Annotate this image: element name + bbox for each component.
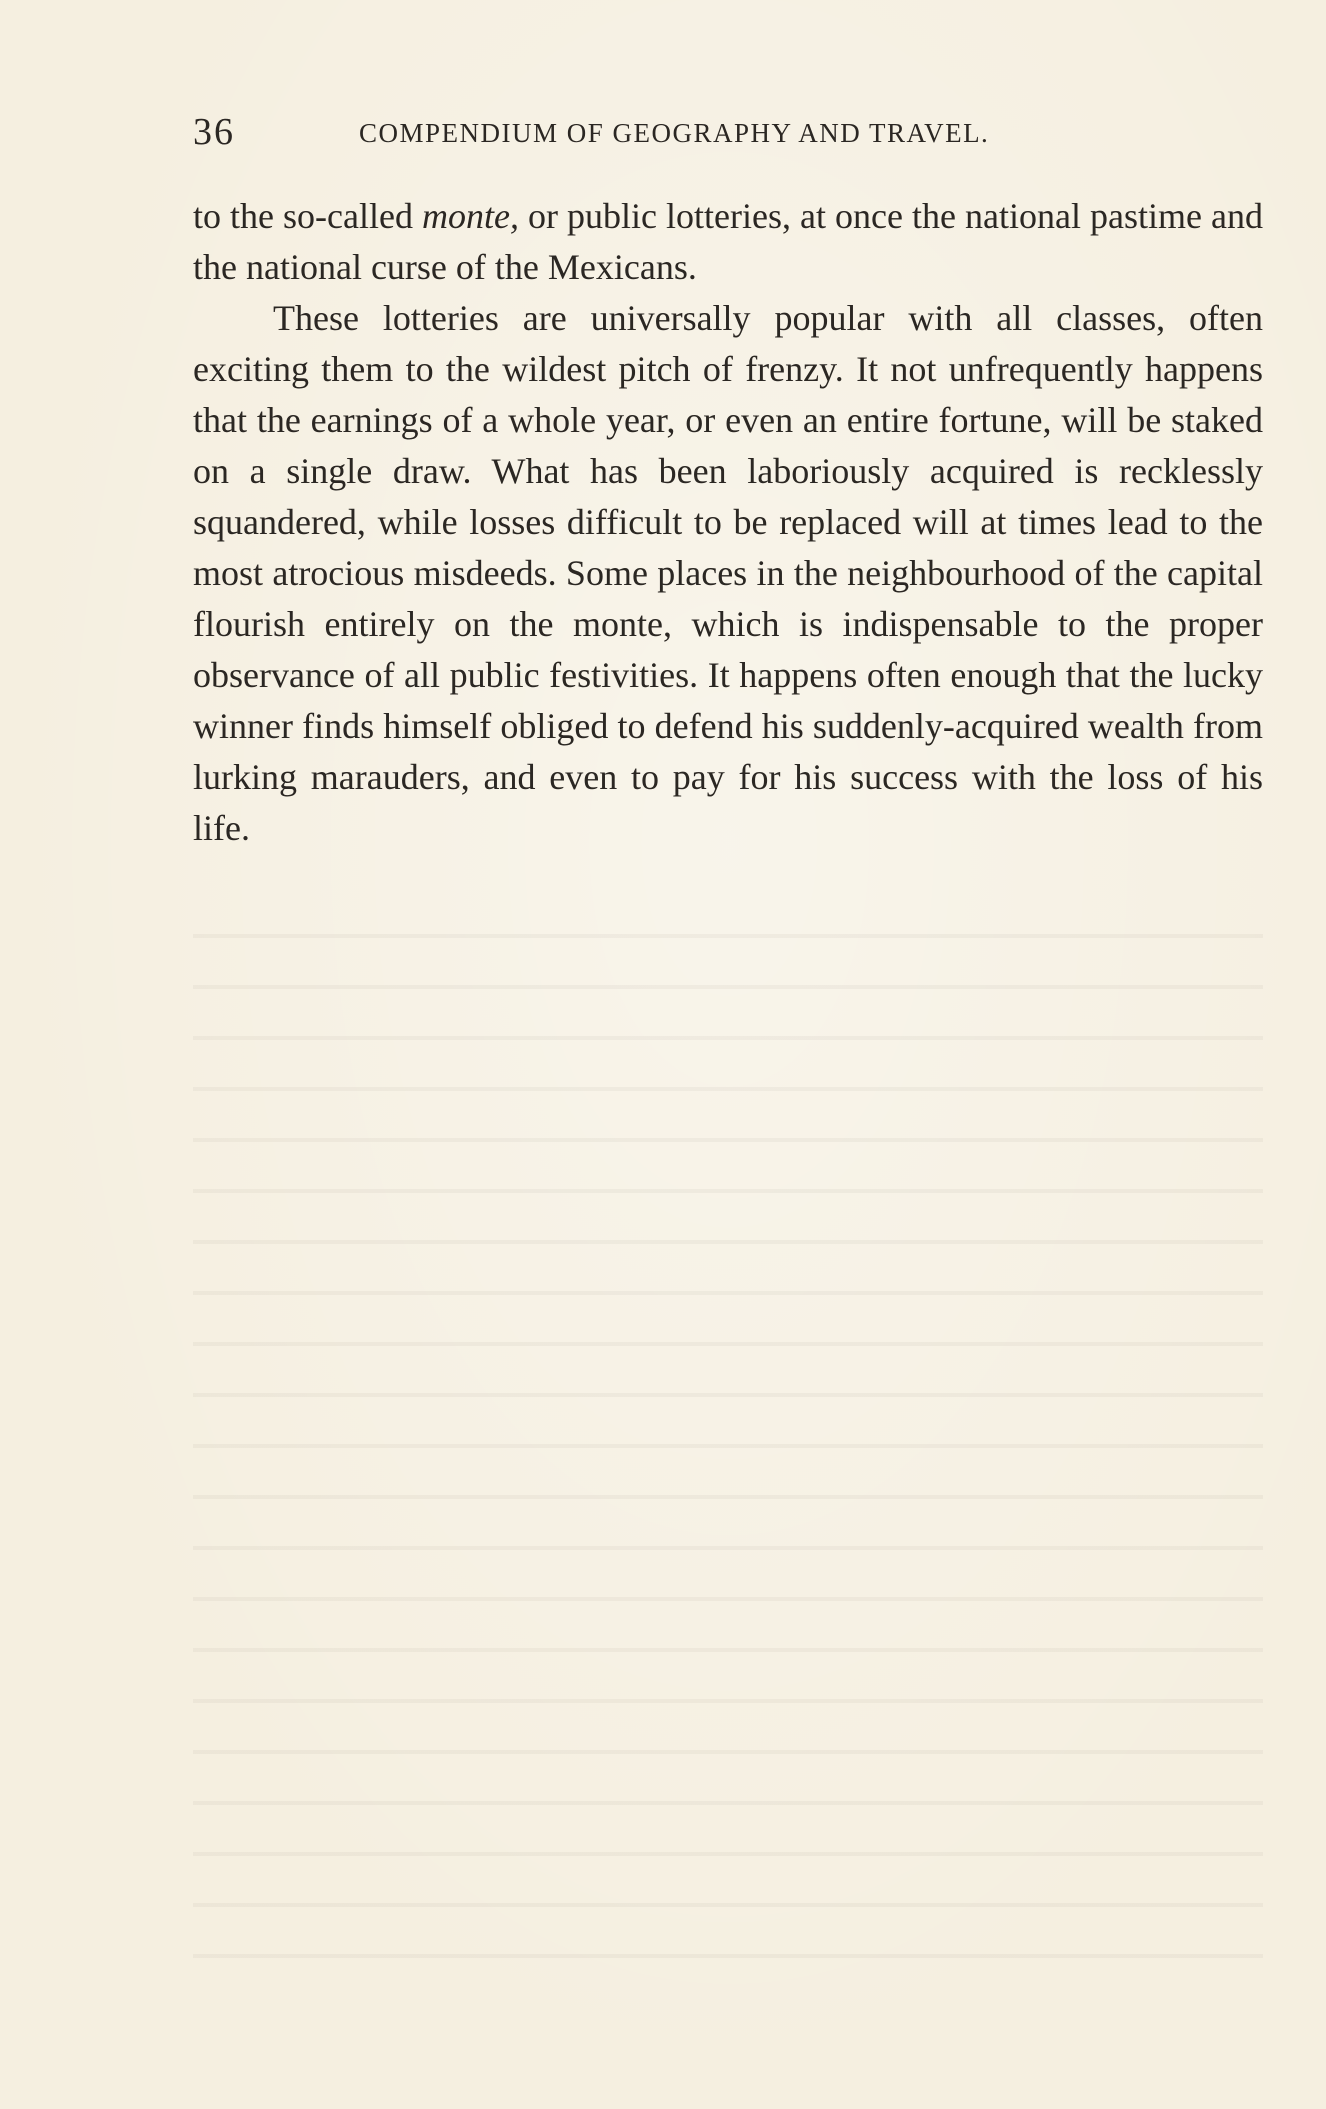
italic-term-monte: monte, (422, 196, 519, 236)
show-through-text (193, 900, 1263, 2000)
paragraph-1-text-start: to the so-called (193, 196, 423, 236)
paragraph-1-text-end: or public lotteries, at once the national pastime and the national curse of the Mexicans. (193, 196, 1264, 287)
body-text (193, 191, 1263, 854)
page-number: 36 (193, 111, 235, 153)
page-header (193, 112, 1103, 152)
paragraph-lotteries: These lotteries are universally popular with all classes, often exciting them to the wildest pitch of frenzy. It not unfrequently happens that the earnings of a whole year, or even an entire fortune, will be staked on a single draw. What has been laboriously acquired is recklessly squandered, while losses difficult to be replaced will at times lead to the most atrocious misdeeds. Some places in the neighbourhood of the capital flourish entirely on the monte, which is indispensable to the proper observance of all public festivities. It happens often enough that the lucky winner finds himself obliged to defend his suddenly-acquired wealth from lurking marauders, and even to pay for his success with the loss of his life. (193, 298, 1263, 848)
running-head: COMPENDIUM OF GEOGRAPHY AND TRAVEL. (359, 118, 990, 148)
paragraph-continuation (193, 191, 1263, 293)
